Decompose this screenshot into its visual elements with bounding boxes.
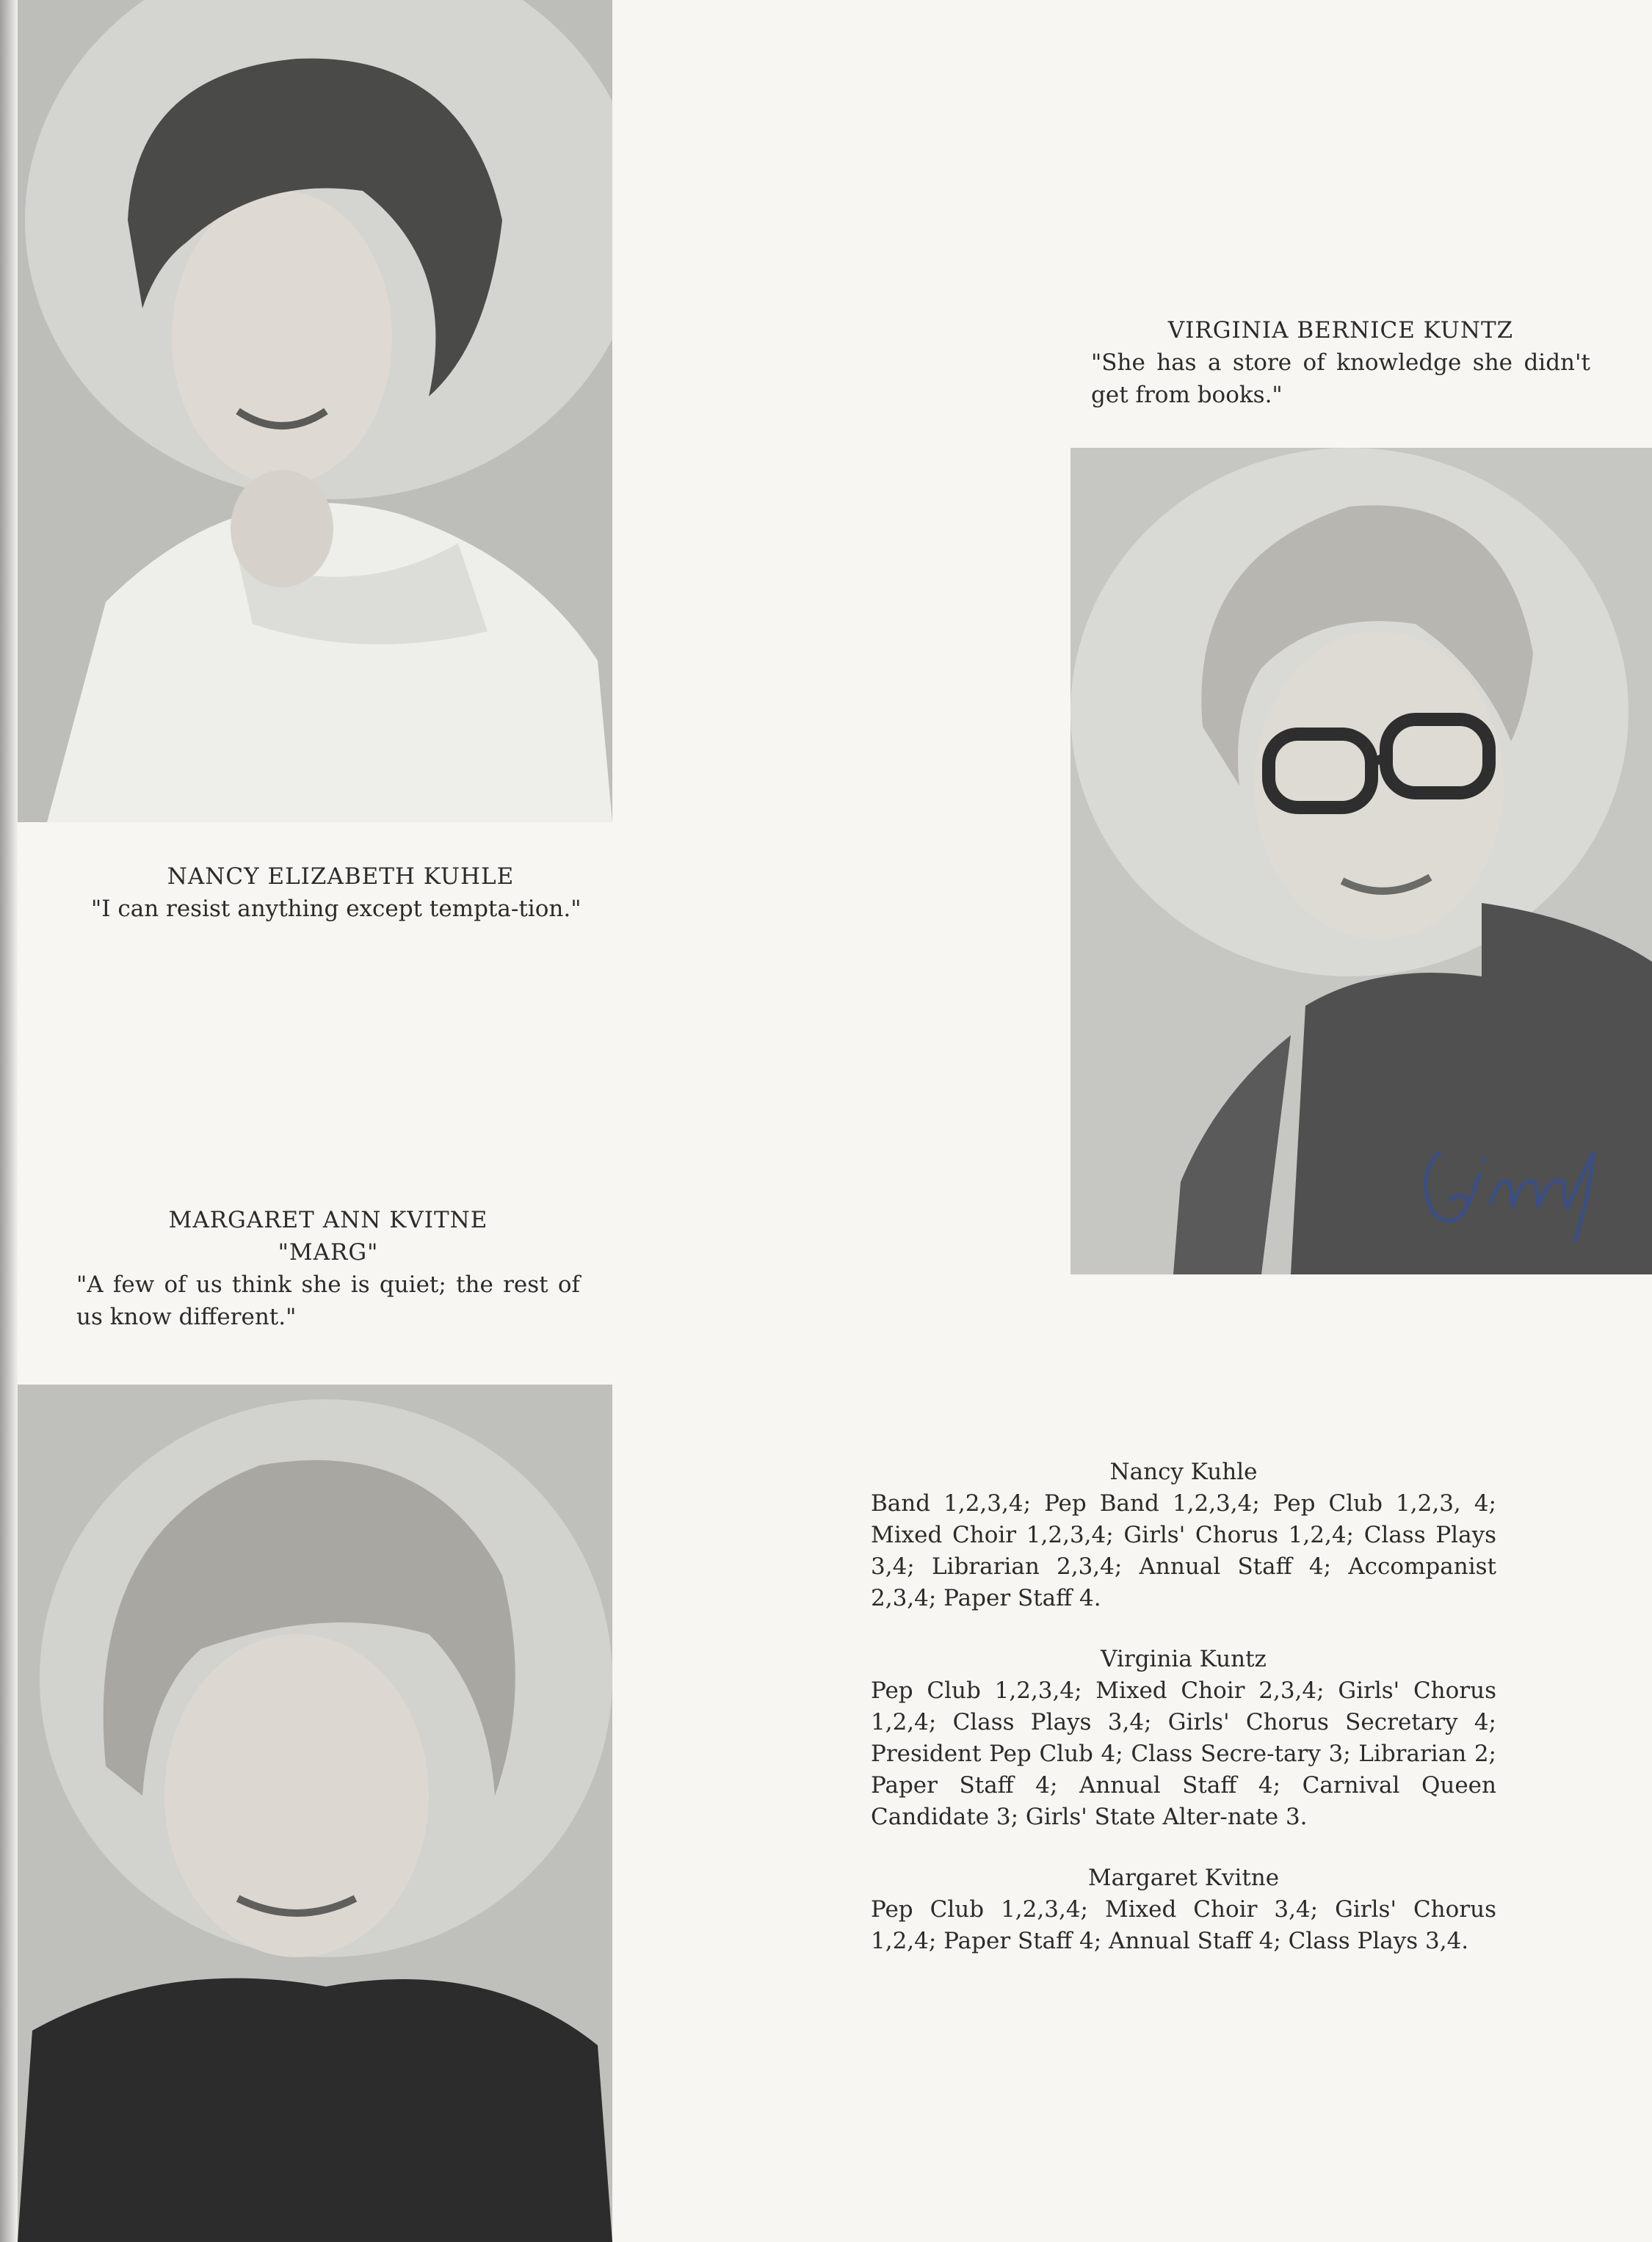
handwritten-signature-ginny [1410,1109,1615,1255]
student-quote: "A few of us think she is quiet; the rest of us know different." [76,1271,580,1330]
student-name: VIRGINIA BERNICE KUNTZ [1167,317,1514,344]
activity-entry-virginia-kuntz [871,1644,1496,1833]
student-nickname: "MARG" [278,1239,379,1266]
activity-student-name: Virginia Kuntz [1101,1646,1267,1672]
activity-student-name: Nancy Kuhle [1109,1459,1258,1485]
student-quote: "I can resist anything except tempta-tion." [91,896,582,922]
activity-text: Pep Club 1,2,3,4; Mixed Choir 2,3,4; Girls' Chorus 1,2,4; Class Plays 3,4; Girls' Chorus Secretary 4; President Pep Club 4; Class Secre-tary 3; Librarian 2; Paper Staff 4; Annual Staff 4; Carnival Queen Candidate 3; Girls' State Alter-nate 3. [871,1677,1496,1830]
caption-nancy-kuhle [91,860,590,925]
activity-text: Band 1,2,3,4; Pep Band 1,2,3,4; Pep Club 1,2,3, 4; Mixed Choir 1,2,3,4; Girls' Chorus 1,2,4; Class Plays 3,4; Librarian 2,3,4; Annual Staff 4; Accompanist 2,3,4; Paper Staff 4. [871,1490,1496,1611]
page-binding-edge [0,0,18,2242]
caption-margaret-kvitne [76,1204,580,1333]
activity-student-name: Margaret Kvitne [1087,1865,1280,1891]
activity-entry-nancy-kuhle [871,1456,1496,1614]
activity-entry-margaret-kvitne [871,1862,1496,1957]
portrait-virginia-kuntz [1070,448,1652,1274]
student-name: MARGARET ANN KVITNE [168,1207,488,1233]
portrait-nancy-kuhle [18,0,612,822]
caption-virginia-kuntz [1091,314,1590,411]
activities-list [871,1456,1496,1987]
student-name: NANCY ELIZABETH KUHLE [167,863,515,890]
activity-text: Pep Club 1,2,3,4; Mixed Choir 3,4; Girls' Chorus 1,2,4; Paper Staff 4; Annual Staff 4; Class Plays 3,4. [871,1896,1496,1954]
portrait-margaret-kvitne [18,1385,612,2242]
student-quote: "She has a store of knowledge she didn't get from books." [1091,349,1590,408]
